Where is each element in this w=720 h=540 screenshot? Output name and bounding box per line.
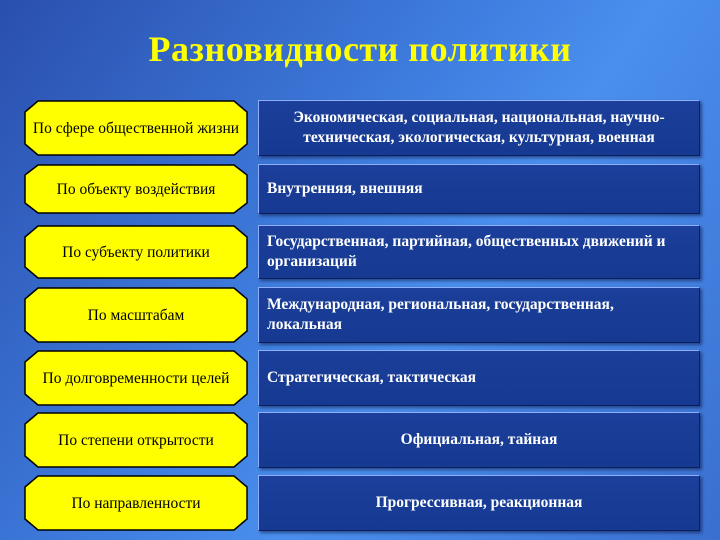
criterion-label-box <box>24 164 248 214</box>
criterion-label-box <box>24 225 248 279</box>
criterion-label: По сфере общественной жизни <box>32 119 240 137</box>
classification-row <box>0 287 720 343</box>
classification-row <box>0 350 720 406</box>
criterion-label-box <box>24 412 248 468</box>
classification-row <box>0 475 720 531</box>
criterion-label: По степени открытости <box>58 431 214 449</box>
criterion-value: Государственная, партийная, общественных движений и организаций <box>267 233 666 270</box>
classification-row <box>0 100 720 156</box>
criterion-label-box <box>24 475 248 531</box>
classification-row <box>0 225 720 279</box>
criterion-label: По долговременности целей <box>42 369 230 387</box>
criterion-value-box <box>258 287 700 343</box>
criterion-value: Экономическая, социальная, национальная, научно-техническая, экологическая, культурная, военная <box>293 109 665 146</box>
criterion-value: Стратегическая, тактическая <box>267 369 477 386</box>
criterion-value-box <box>258 350 700 406</box>
criterion-value-box <box>258 412 700 468</box>
criterion-label: По субъекту политики <box>62 243 210 261</box>
criterion-value: Официальная, тайная <box>400 431 558 448</box>
criterion-value-box <box>258 475 700 531</box>
criterion-label-box <box>24 100 248 156</box>
classification-row <box>0 412 720 468</box>
criterion-label: По масштабам <box>87 306 185 324</box>
criterion-label-box <box>24 350 248 406</box>
criterion-value-box <box>258 225 700 279</box>
classification-row <box>0 164 720 214</box>
criterion-value: Международная, региональная, государственная, локальная <box>267 296 614 333</box>
page-title: Разновидности политики <box>148 29 572 69</box>
criterion-label: По направленности <box>71 494 201 512</box>
criterion-value: Прогрессивная, реакционная <box>375 494 583 511</box>
criterion-value-box <box>258 164 700 214</box>
criterion-label: По объекту воздействия <box>56 180 216 198</box>
criterion-value: Внутренняя, внешняя <box>267 180 423 197</box>
criterion-value-box <box>258 100 700 156</box>
criterion-label-box <box>24 287 248 343</box>
